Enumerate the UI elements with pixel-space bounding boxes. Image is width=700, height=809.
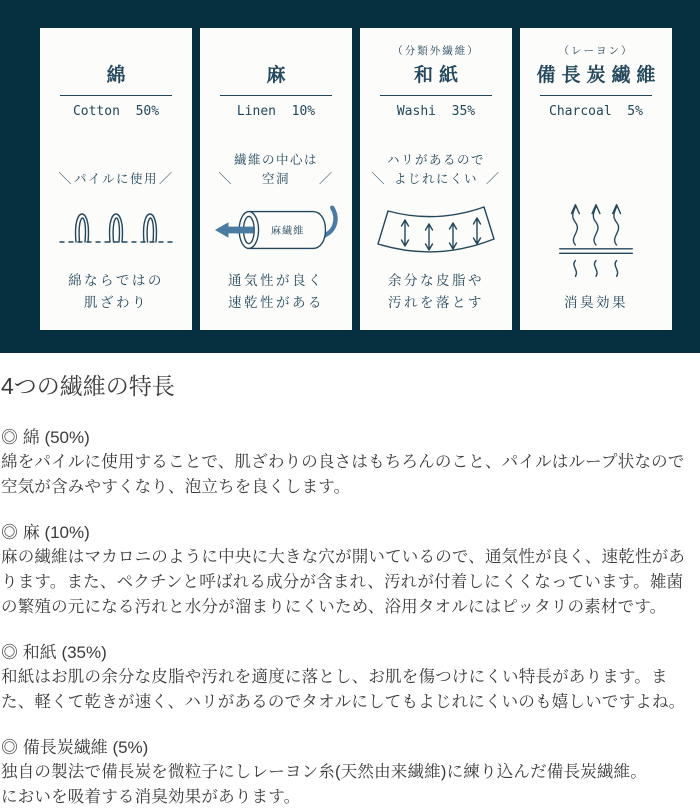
section-paragraphs — [1, 450, 698, 500]
section-bullet: ◎ 和紙 (35%) — [1, 643, 107, 662]
card-benefit — [228, 270, 324, 314]
section-paragraph: においを吸着する消臭効果があります。 — [1, 788, 301, 806]
caption-lines — [387, 151, 485, 189]
benefit-line: 汚れを落とす — [388, 295, 484, 310]
section-paragraphs — [1, 760, 698, 809]
fiber-card — [360, 28, 512, 330]
fiber-card — [40, 28, 192, 330]
slash-right-mark: ／ — [159, 171, 174, 186]
card-divider — [220, 95, 332, 96]
slash-left-mark: ＼ — [218, 171, 233, 186]
fiber-section — [1, 425, 698, 500]
cotton-pile-loops-icon — [58, 208, 174, 252]
benefit-line: 肌ざわり — [84, 295, 148, 310]
card-title: 綿 — [106, 65, 132, 86]
caption-line: ハリがあるので — [386, 153, 485, 167]
fiber-cards-row — [40, 28, 700, 330]
benefit-line: 余分な皮脂や — [388, 273, 484, 288]
card-benefit — [564, 292, 628, 314]
section-paragraph: 和紙はお肌の余分な皮脂や汚れを適度に落とし、お肌を傷つけにくい特長があります。また、軽くて乾きが速く、ハリがあるのでタオルにしてもよじれにくいのも嬉しいですよね。 — [1, 668, 686, 711]
section-paragraph: 綿をパイルに使用することで、肌ざわりの良さはもちろんのこと、パイルはループ状なので空気が含みやすくなり、泡立ちを良くします。 — [1, 453, 685, 496]
card-illustration — [46, 189, 186, 270]
fiber-section — [1, 735, 698, 809]
section-paragraphs — [1, 545, 698, 620]
card-subtitle: Cotton 50% — [72, 104, 160, 119]
caption-line: よじれにくい — [393, 172, 478, 186]
slash-right-mark: ／ — [319, 171, 334, 186]
section-paragraph: 麻の繊維はマカロニのように中央に大きな穴が開いているので、通気性が良く、速乾性があります。また、ペクチンと呼ばれる成分が含まれ、汚れが付着しにくくなっています。雑菌の繁殖の元になる汚れと水分が溜まりにくいため、浴用タオルにはピッタリの素材です。 — [1, 548, 686, 616]
slash-left-mark: ＼ — [371, 171, 386, 186]
fiber-card — [200, 28, 352, 330]
card-benefit — [68, 270, 164, 314]
benefit-line: 速乾性がある — [228, 295, 324, 310]
fiber-section — [1, 640, 698, 715]
section-bullet: ◎ 麻 (10%) — [1, 523, 90, 542]
article-sections — [1, 425, 698, 809]
washi-stretch-cloth-icon — [372, 197, 500, 263]
card-title: 和紙 — [413, 65, 464, 86]
card-divider — [540, 95, 652, 96]
fiber-cards-band — [0, 0, 700, 353]
card-caption — [57, 141, 174, 189]
section-paragraphs — [1, 665, 698, 715]
tube-label: 麻繊維 — [270, 225, 305, 237]
card-title: 備長炭繊維 — [536, 65, 662, 86]
card-pretitle: （分類外繊維） — [392, 45, 480, 57]
fiber-section — [1, 520, 698, 620]
section-paragraph: 独自の製法で備長炭を微粒子にしレーヨン糸(天然由来繊維)に練り込んだ備長炭繊維。 — [1, 763, 647, 781]
card-subtitle: Linen 10% — [236, 104, 316, 119]
section-bullet: ◎ 綿 (50%) — [1, 428, 90, 447]
caption-lines — [234, 151, 318, 189]
card-divider — [380, 95, 492, 96]
caption-line: 空洞 — [261, 172, 290, 186]
caption-line: 繊維の中心は — [233, 153, 318, 167]
card-pretitle: （レーヨン） — [558, 45, 634, 57]
charcoal-deodorize-steam-icon — [551, 190, 641, 292]
card-caption — [370, 141, 501, 189]
card-illustration — [526, 189, 666, 292]
fiber-card — [520, 28, 672, 330]
card-subtitle: Washi 35% — [396, 104, 476, 119]
card-subtitle: Charcoal 5% — [549, 104, 643, 119]
section-bullet: ◎ 備長炭繊維 (5%) — [1, 738, 149, 757]
benefit-line: 綿ならではの — [68, 273, 164, 288]
card-caption — [217, 141, 334, 189]
card-title: 麻 — [266, 65, 292, 86]
card-divider — [60, 95, 172, 96]
benefit-line: 消臭効果 — [564, 295, 628, 310]
card-illustration — [206, 189, 346, 270]
card-benefit — [388, 270, 484, 314]
caption-line: パイルに使用 — [73, 172, 158, 186]
slash-right-mark: ／ — [486, 171, 501, 186]
fiber-features-article — [0, 353, 700, 809]
article-heading: 4つの繊維の特長 — [1, 373, 175, 399]
slash-left-mark: ＼ — [58, 171, 73, 186]
linen-hollow-tube-icon — [212, 199, 340, 261]
benefit-line: 通気性が良く — [228, 273, 324, 288]
card-illustration — [366, 189, 506, 270]
caption-lines — [74, 170, 158, 189]
